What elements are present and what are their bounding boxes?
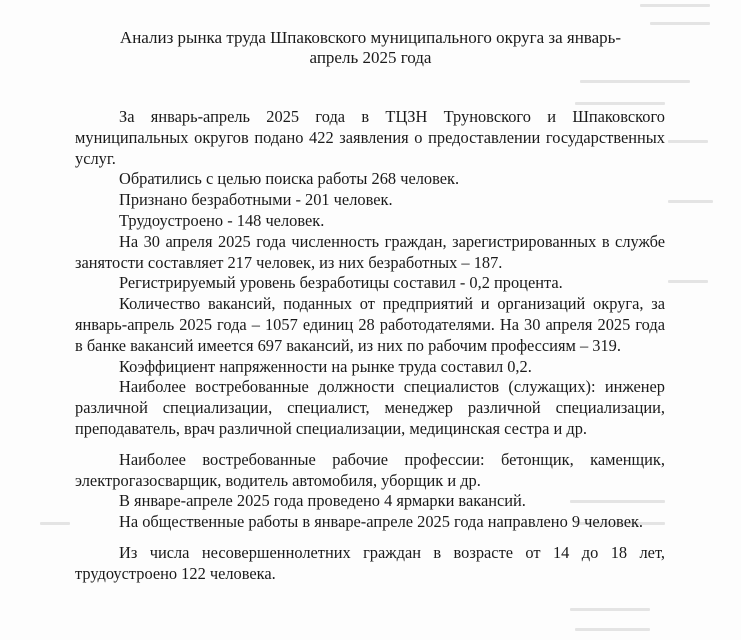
scan-artifact (575, 102, 665, 105)
title-line: Анализ рынка труда Шпаковского муниципального округа за январь- (119, 28, 622, 47)
scan-artifact (650, 22, 710, 25)
paragraph-unemployment-rate: Регистрируемый уровень безработицы составил - 0,2 процента. (119, 273, 563, 293)
paragraph-public-works: На общественные работы в январе-апреле 2025 года направлено 9 человек. (119, 512, 644, 532)
paragraph-job-seekers: Обратились с целью поиска работы 268 человек. (119, 169, 460, 189)
scan-artifact (668, 200, 713, 203)
scan-artifact (668, 280, 708, 283)
paragraph-tension-ratio: Коэффициент напряженности на рынке труда составил 0,2. (119, 356, 532, 376)
scan-artifact (575, 628, 650, 631)
scan-artifact (40, 522, 70, 525)
paragraph-applications: За январь-апрель 2025 года в ТЦЗН Труновского и Шпаковского муниципальных округов подано 422 заявления о предоставлении государственных услуг. (75, 107, 665, 168)
paragraph-employed: Трудоустроено - 148 человек. (119, 210, 325, 230)
title-line: апрель 2025 года (309, 48, 432, 67)
scan-artifact (580, 80, 690, 83)
paragraph-specialists: Наиболее востребованные должности специалистов (служащих): инженер различной специализации, специалист, менеджер различной специализации, преподаватель, врач различной специализации, медицинская сестра и др. (75, 377, 665, 438)
paragraph-job-fairs: В январе-апреле 2025 года проведено 4 ярмарки вакансий. (119, 491, 526, 511)
paragraph-unemployed: Признано безработными - 201 человек. (119, 190, 393, 210)
scan-artifact (668, 140, 708, 143)
document-title (0, 28, 741, 68)
paragraph-registered: На 30 апреля 2025 года численность граждан, зарегистрированных в службе занятости составляет 217 человек, из них безработных – 187. (75, 231, 665, 272)
paragraph-vacancies: Количество вакансий, поданных от предприятий и организаций округа, за январь-апрель 2025 года – 1057 единиц 28 работодателями. На 30 апреля 2025 года в банке вакансий имеется 697 вакансий, из них по рабочим профессиям – 319. (75, 294, 665, 355)
paragraph-minors: Из числа несовершеннолетних граждан в возрасте от 14 до 18 лет, трудоустроено 122 человека. (75, 542, 665, 583)
document-body (75, 107, 665, 585)
scan-artifact (640, 4, 710, 7)
scan-artifact (570, 608, 650, 611)
paragraph-worker-professions: Наиболее востребованные рабочие профессии: бетонщик, каменщик, электрогазосварщик, водитель автомобиля, уборщик и др. (75, 449, 665, 490)
